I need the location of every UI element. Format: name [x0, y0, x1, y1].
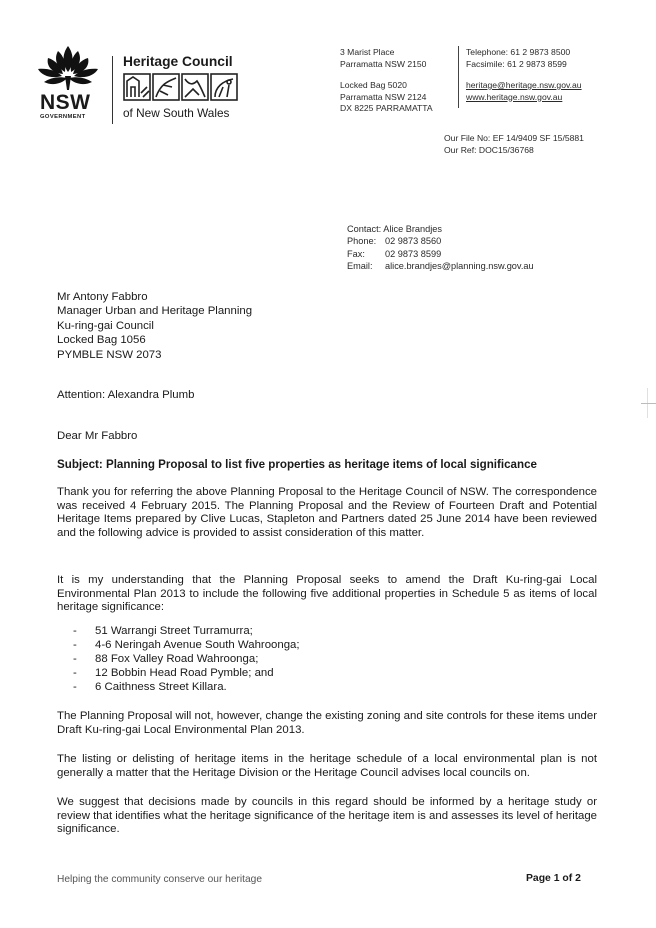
paragraph-1: Thank you for referring the above Planning Proposal to the Heritage Council of NSW. The correspondence was received 4 February 2015. The Planning Proposal and the Review of Fourteen Draft and Potential Heritage Items prepared by Clive Lucas, Stapleton and Partners dated 25 June 2014 have been reviewed and the following advice is provided to assist consideration of this matter. [57, 486, 597, 539]
bullet-dash: - [73, 625, 77, 637]
list-item: - 12 Bobbin Head Road Pymble; and [73, 667, 274, 679]
our-reference: Our Ref: DOC15/36768 [444, 144, 534, 155]
list-item: - 4-6 Neringah Avenue South Wahroonga; [73, 639, 300, 651]
address-block [340, 47, 433, 115]
address-line: Parramatta NSW 2124 [340, 91, 427, 102]
our-file-number: Our File No: EF 14/9409 SF 15/5881 [444, 133, 584, 143]
phone-row: Phone: 02 9873 8560 [347, 236, 442, 247]
address-line: Parramatta NSW 2150 [340, 58, 427, 69]
address-line: 3 Marist Place [340, 47, 395, 57]
heritage-email-link[interactable]: heritage@heritage.nsw.gov.au [466, 80, 582, 90]
fax-row: Fax: 02 9873 8599 [347, 248, 442, 259]
list-item: - 51 Warrangi Street Turramurra; [73, 625, 253, 637]
paragraph-4: The listing or delisting of heritage items in the heritage schedule of a local environmental plan is not generally a matter that the Heritage Division or the Heritage Council advises local councils on. [57, 753, 597, 779]
property-list [57, 624, 300, 694]
file-reference-block [444, 133, 584, 156]
recipient-address [57, 290, 252, 362]
contact-fax: 02 9873 8599 [385, 248, 442, 259]
nsw-wordmark: NSW [40, 91, 91, 114]
bullet-dash: - [73, 639, 77, 651]
contact-row: Contact: Alice Brandjes [347, 224, 442, 234]
contact-phone: 02 9873 8560 [385, 236, 442, 247]
recipient-line: Ku-ring-gai Council [57, 319, 154, 332]
logo-divider [112, 56, 113, 124]
heritage-council-emblem-icon [123, 73, 239, 103]
paragraph-3: The Planning Proposal will not, however, change the existing zoning and site controls for these items under Draft Ku-ring-gai Local Environmental Plan 2013. [57, 710, 597, 736]
recipient-line: PYMBLE NSW 2073 [57, 348, 162, 361]
recipient-line: Manager Urban and Heritage Planning [57, 305, 253, 318]
email-row: Email: alice.brandjes@planning.nsw.gov.au [347, 261, 534, 272]
contact-email[interactable]: alice.brandjes@planning.nsw.gov.au [385, 261, 534, 272]
contact-name: Alice Brandjes [383, 224, 442, 234]
contact-numbers-block [466, 47, 582, 103]
recipient-line: Mr Antony Fabbro [57, 291, 148, 303]
footer-tagline: Helping the community conserve our heritage [57, 874, 262, 885]
list-item: - 6 Caithness Street Killara. [73, 681, 227, 693]
page-number: Page 1 of 2 [526, 873, 581, 884]
facsimile-line: Facsimile: 61 2 9873 8599 [466, 58, 567, 69]
heritage-website-link[interactable]: www.heritage.nsw.gov.au [466, 91, 563, 102]
government-wordmark: GOVERNMENT [40, 114, 86, 120]
telephone-line: Telephone: 61 2 9873 8500 [466, 47, 571, 57]
salutation: Dear Mr Fabbro [57, 430, 138, 442]
paragraph-2: It is my understanding that the Planning Proposal seeks to amend the Draft Ku-ring-gai Local Environmental Plan 2013 to include the following five additional properties in Schedule 5 as items of local heritage significance: [57, 574, 597, 614]
bullet-dash: - [73, 667, 77, 679]
bullet-dash: - [73, 653, 77, 665]
paragraph-5: We suggest that decisions made by councils in this regard should be informed by a heritage study or review that identifies what the heritage significance of the heritage item is and assesses its level of heritage significance. [57, 796, 597, 836]
list-item: - 88 Fox Valley Road Wahroonga; [73, 653, 259, 665]
address-line: Locked Bag 5020 [340, 80, 407, 90]
recipient-line: Locked Bag 1056 [57, 334, 146, 347]
bullet-dash: - [73, 681, 77, 693]
heritage-council-subtitle: of New South Wales [123, 106, 230, 120]
attention-line: Attention: Alexandra Plumb [57, 389, 195, 401]
address-line: DX 8225 PARRAMATTA [340, 103, 433, 113]
address-divider [458, 46, 459, 108]
waratah-icon [34, 42, 102, 92]
heritage-council-title: Heritage Council [123, 54, 233, 69]
subject-line: Subject: Planning Proposal to list five properties as heritage items of local significance [57, 458, 537, 471]
contact-block [347, 223, 534, 273]
margin-tick [641, 403, 656, 404]
